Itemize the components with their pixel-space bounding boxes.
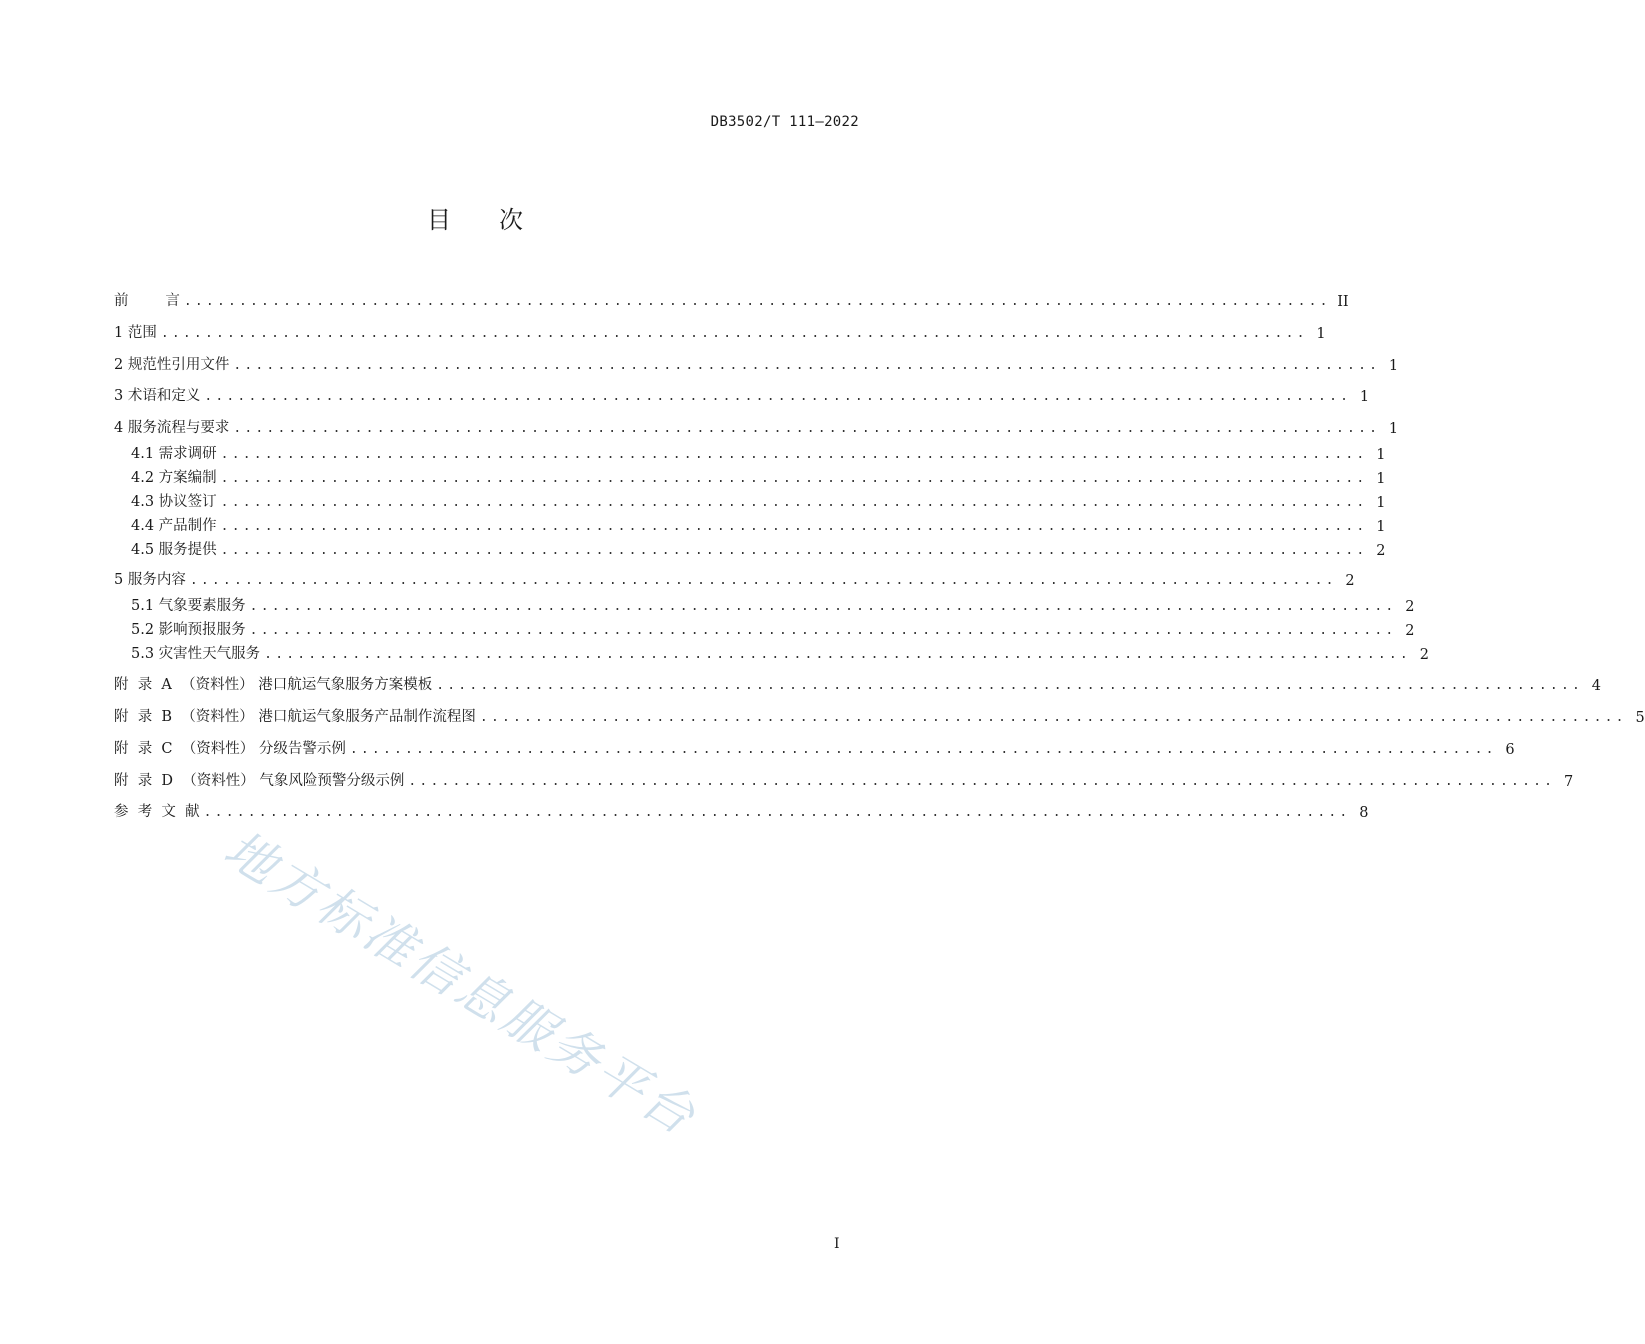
toc-page: II bbox=[1337, 294, 1349, 310]
dot-leader: ........................................................................................................ bbox=[479, 710, 1627, 725]
dot-leader: ........................................................................................................ bbox=[220, 447, 1368, 462]
dot-leader: ........................................................................................................ bbox=[183, 294, 1331, 309]
toc-label: 4.3 协议签订 bbox=[131, 494, 217, 510]
toc-label: 4 服务流程与要求 bbox=[114, 420, 230, 436]
toc-entry-5-2[interactable] bbox=[114, 617, 1415, 639]
toc-label: 附 录 D （资料性） 气象风险预警分级示例 bbox=[114, 773, 405, 789]
toc-page: 5 bbox=[1635, 710, 1645, 726]
title-char-2: 次 bbox=[499, 206, 523, 234]
toc-page: 1 bbox=[1376, 471, 1386, 487]
dot-leader: ........................................................................................................ bbox=[220, 471, 1368, 486]
toc-entry-foreword[interactable] bbox=[114, 288, 1349, 310]
toc-entry-5-1[interactable] bbox=[114, 593, 1415, 615]
toc-label: 4.5 服务提供 bbox=[131, 542, 217, 558]
toc-entry-appendix-b[interactable] bbox=[114, 704, 1645, 726]
dot-leader: ........................................................................................................ bbox=[220, 543, 1368, 558]
dot-leader: ........................................................................................................ bbox=[160, 326, 1308, 341]
toc-label: 5 服务内容 bbox=[114, 572, 186, 588]
dot-leader: ........................................................................................................ bbox=[408, 774, 1556, 789]
toc-entry-4-1[interactable] bbox=[114, 441, 1386, 463]
dot-leader: ........................................................................................................ bbox=[349, 742, 1497, 757]
toc-page: 1 bbox=[1376, 495, 1386, 511]
toc-entry-3[interactable] bbox=[114, 383, 1370, 405]
toc-entry-4-2[interactable] bbox=[114, 465, 1386, 487]
toc-label: 4.4 产品制作 bbox=[131, 518, 217, 534]
watermark: 地方标准信息服务平台 bbox=[214, 819, 708, 1148]
page-title bbox=[0, 200, 950, 235]
dot-leader: ........................................................................................................ bbox=[220, 495, 1368, 510]
toc-entry-appendix-d[interactable] bbox=[114, 768, 1574, 790]
toc-label: 5.3 灾害性天气服务 bbox=[131, 646, 261, 662]
toc-entry-4-3[interactable] bbox=[114, 489, 1386, 511]
toc-page: 1 bbox=[1376, 447, 1386, 463]
toc-entry-5-3[interactable] bbox=[114, 641, 1429, 663]
toc-label: 3 术语和定义 bbox=[114, 388, 201, 404]
dot-leader: ........................................................................................................ bbox=[249, 599, 1397, 614]
toc-entry-1[interactable] bbox=[114, 320, 1326, 342]
toc-page: 2 bbox=[1405, 623, 1415, 639]
dot-leader: ........................................................................................................ bbox=[233, 358, 1381, 373]
page-number: I bbox=[834, 1236, 840, 1252]
toc-label: 附 录 B （资料性） 港口航运气象服务产品制作流程图 bbox=[114, 709, 476, 725]
toc-entry-2[interactable] bbox=[114, 352, 1399, 374]
toc-page: 8 bbox=[1359, 805, 1369, 821]
toc-label: 5.2 影响预报服务 bbox=[131, 622, 246, 638]
toc-page: 2 bbox=[1345, 573, 1355, 589]
dot-leader: ........................................................................................................ bbox=[233, 421, 1381, 436]
dot-leader: ........................................................................................................ bbox=[189, 573, 1337, 588]
dot-leader: ........................................................................................................ bbox=[264, 647, 1411, 662]
toc-page: 2 bbox=[1405, 599, 1415, 615]
toc-entry-4[interactable] bbox=[114, 415, 1399, 437]
toc-label: 附 录 A （资料性） 港口航运气象服务方案模板 bbox=[114, 677, 433, 693]
document-code: DB3502/T 111—2022 bbox=[710, 114, 859, 130]
toc-label: 4.2 方案编制 bbox=[131, 470, 217, 486]
toc-page: 2 bbox=[1376, 543, 1386, 559]
toc-entry-references[interactable] bbox=[114, 799, 1369, 821]
toc-page: 1 bbox=[1316, 326, 1326, 342]
dot-leader: ........................................................................................................ bbox=[204, 389, 1352, 404]
title-char-1: 目 bbox=[427, 206, 451, 234]
toc-entry-5[interactable] bbox=[114, 567, 1355, 589]
toc-page: 4 bbox=[1591, 678, 1602, 694]
toc-page: 1 bbox=[1376, 519, 1386, 535]
toc-page: 1 bbox=[1359, 389, 1370, 405]
toc-entry-4-4[interactable] bbox=[114, 513, 1386, 535]
toc-label: 参 考 文 献 bbox=[114, 804, 200, 820]
toc-page: 7 bbox=[1563, 774, 1574, 790]
toc-entry-appendix-c[interactable] bbox=[114, 736, 1515, 758]
toc-page: 1 bbox=[1388, 421, 1399, 437]
toc-page: 6 bbox=[1505, 742, 1515, 758]
toc-label: 前 言 bbox=[114, 293, 180, 309]
toc-label: 4.1 需求调研 bbox=[131, 446, 217, 462]
toc-entry-4-5[interactable] bbox=[114, 537, 1386, 559]
toc-label: 2 规范性引用文件 bbox=[114, 357, 230, 373]
toc-page: 1 bbox=[1388, 358, 1399, 374]
dot-leader: ........................................................................................................ bbox=[436, 678, 1584, 693]
toc-entry-appendix-a[interactable] bbox=[114, 672, 1602, 694]
toc-label: 附 录 C （资料性） 分级告警示例 bbox=[114, 741, 346, 757]
toc-label: 5.1 气象要素服务 bbox=[131, 598, 246, 614]
toc-label: 1 范围 bbox=[114, 325, 157, 341]
toc-page: 2 bbox=[1419, 647, 1429, 663]
dot-leader: ........................................................................................................ bbox=[249, 623, 1397, 638]
dot-leader: ........................................................................................................ bbox=[203, 805, 1351, 820]
dot-leader: ........................................................................................................ bbox=[220, 519, 1368, 534]
